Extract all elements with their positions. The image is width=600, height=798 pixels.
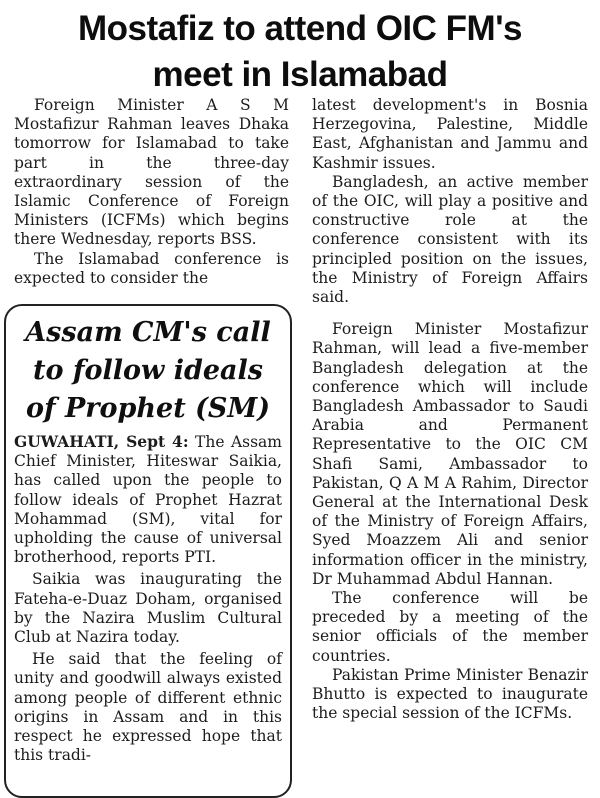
main-story-paragraph-2-start: The Islamabad conference is expected to consider the: [14, 249, 289, 287]
main-story-right-column: [312, 96, 588, 724]
headline-line-2: meet in Islamabad: [152, 55, 448, 94]
boxed-story-paragraph-3: He said that the feeling of unity and goodwill always existed among people of different ethnic origins in Assam and in this respect he expressed hope that this tradi-: [14, 650, 282, 765]
main-story-paragraph-1: Foreign Minister A S M Mostafizur Rahman leaves Dhaka tomorrow for Islamabad to take part in the three-day extraordinary session of the Islamic Conference of Foreign Ministers (ICFMs) which begins there Wednesday, reports BSS.: [14, 96, 289, 249]
main-story-paragraph-6: Pakistan Prime Minister Benazir Bhutto is expected to inaugurate the special session of the ICFMs.: [312, 665, 588, 723]
boxed-headline-line-3: of Prophet (SM): [25, 393, 271, 424]
main-story-paragraph-4: Foreign Minister Mostafizur Rahman, will lead a five-member Bangladesh delegation at the conference which will include Bangladesh Ambassador to Saudi Arabia and Permanent Representative to the OIC CM Shafi Sami, Ambassador to Pakistan, Q A M A Rahim, Director General at the International Desk of the Ministry of Foreign Affairs, Syed Moazzem Ali and senior information officer in the ministry, Dr Muhammad Abdul Hannan.: [312, 320, 588, 588]
headline-line-1: Mostafiz to attend OIC FM's: [78, 9, 522, 48]
boxed-headline-line-1: Assam CM's call: [25, 317, 271, 348]
main-story-paragraph-5: The conference will be preceded by a meeting of the senior officials of the member countries.: [312, 589, 588, 665]
boxed-story-paragraph-1: [14, 432, 282, 567]
main-story-paragraph-3: Bangladesh, an active member of the OIC, will play a positive and constructive role at the conference consistent with its principled position on the issues, the Ministry of Foreign Affairs said.: [312, 172, 588, 307]
boxed-story-dateline: GUWAHATI, Sept 4:: [14, 432, 189, 451]
boxed-headline-line-2: to follow ideals: [33, 355, 263, 386]
boxed-story-body: [14, 432, 282, 765]
main-story-paragraph-2-end: latest development's in Bosnia Herzegovina, Palestine, Middle East, Afghanistan and Jammu and Kashmir issues.: [312, 96, 588, 172]
boxed-story-headline: [10, 314, 286, 428]
boxed-story-paragraph-2: Saikia was inaugurating the Fateha-e-Duaz Doham, organised by the Nazira Muslim Cultural Club at Nazira today.: [14, 570, 282, 647]
boxed-story-paragraph-1-text: The Assam Chief Minister, Hiteswar Saikia, has called upon the people to follow ideals of Prophet Hazrat Mohammad (SM), vital for upholding the cause of universal brotherhood, reports PTI.: [14, 433, 282, 567]
main-story-left-column: [14, 96, 289, 288]
headline: [0, 6, 600, 98]
boxed-story: [4, 304, 292, 798]
